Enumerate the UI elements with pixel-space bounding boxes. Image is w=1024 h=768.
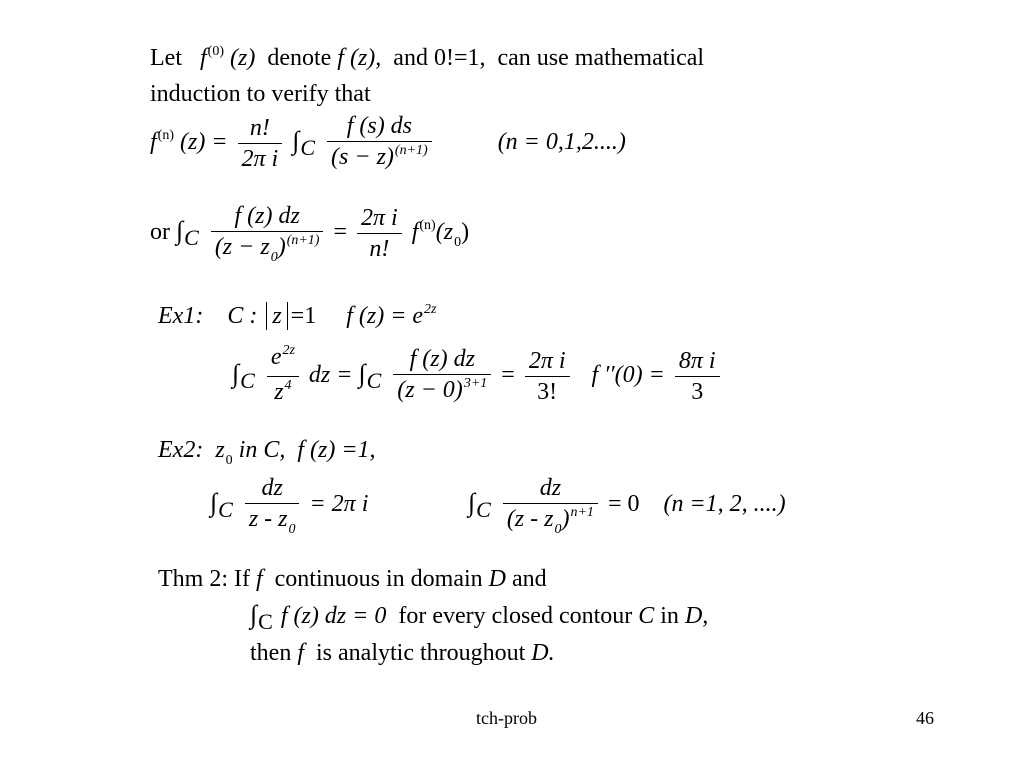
integral-sign: ∫ — [176, 216, 184, 246]
ex2-in-c: in C, — [238, 437, 286, 463]
eq1-sup: (n) — [157, 128, 174, 144]
eq2-integrand — [211, 203, 324, 264]
factorial-zero: 0!=1, — [433, 45, 486, 71]
ex1-fz: f (z) = e — [346, 303, 424, 329]
ex1-frac-3-num: 2π i — [525, 348, 570, 377]
eq2-den-sub: 0 — [270, 250, 278, 265]
contour-label: C — [476, 497, 491, 523]
ex1-frac-1-num — [267, 344, 299, 377]
ex1-contour: C : — [227, 303, 258, 329]
eq2-f-sup: (n) — [419, 218, 436, 234]
thm-domain-3: D. — [531, 640, 555, 666]
ex2-frac-1 — [245, 475, 300, 536]
integral-sign: ∫ — [358, 359, 366, 389]
eq1-coef-den: 2π i — [241, 146, 279, 172]
eq1-coef-num: n! — [238, 115, 283, 144]
ex2-frac-2-num: dz — [503, 475, 598, 504]
thm-if: Thm 2: If — [158, 566, 250, 592]
word-let: Let — [150, 45, 182, 71]
thm-every-contour: for every closed contour — [398, 603, 633, 629]
ex2-a-den-sub: 0 — [288, 522, 296, 537]
equation-or-form — [150, 203, 469, 264]
integral-sign: ∫ — [232, 359, 240, 389]
thm-continuous: continuous in domain — [274, 566, 483, 592]
ex1-frac-2 — [393, 346, 491, 407]
ex2-a-den-base: z - z — [248, 506, 288, 532]
footer-label: tch-prob — [476, 708, 537, 728]
integral-sign: ∫ — [468, 488, 476, 518]
ex2-header — [158, 436, 376, 468]
thm-domain: D — [488, 566, 506, 592]
ex2-z: z — [215, 437, 225, 463]
word-denote: denote — [267, 45, 332, 71]
ex1-header — [158, 302, 437, 334]
contour-label: C — [218, 497, 233, 523]
ex1-fz-sup: 2z — [424, 302, 437, 317]
thm-domain-2: D, — [684, 603, 709, 629]
eq2-coef-den: n! — [369, 236, 390, 262]
integral-sign: ∫ — [250, 600, 258, 629]
ex1-den-sup: 3+1 — [463, 376, 488, 391]
eq2-coef-num: 2π i — [357, 205, 402, 234]
thm-then: then — [250, 640, 292, 666]
ex1-frac-2-den — [393, 375, 491, 407]
ex1-equals: = — [501, 362, 515, 389]
ex2-frac-2 — [503, 475, 598, 536]
f-superscript: (0) — [207, 44, 224, 59]
thm-and: and — [511, 566, 547, 592]
eq2-den — [211, 232, 324, 264]
eq1-arg: (z) = — [180, 129, 228, 156]
ex1-frac-3 — [525, 348, 570, 405]
eq1-condition: (n = 0,1,2....) — [497, 129, 626, 156]
ex1-frac-2-num: f (z) dz — [393, 346, 491, 375]
ex1-dz: dz = — [308, 362, 353, 389]
eq2-coef — [357, 205, 402, 262]
eq1-den-sup: (n+1) — [394, 143, 428, 158]
eq2-equals: = — [333, 219, 348, 246]
eq2-num: f (z) dz — [211, 203, 324, 232]
contour-label: C — [240, 368, 255, 394]
eq2-f-sub: 0 — [454, 235, 462, 251]
eq1-den-base: (s − z) — [331, 144, 394, 170]
ex1-label: Ex1: — [158, 303, 204, 329]
ex1-frac-4 — [675, 348, 720, 405]
intro-line-2: induction to verify that — [150, 81, 371, 107]
ex1-z-sup: 4 — [284, 378, 292, 393]
fz-expression: f (z), — [337, 45, 382, 71]
equation-cauchy-n — [150, 113, 626, 174]
eq2-f: f — [411, 219, 419, 246]
ex1-equation — [232, 344, 724, 409]
eq1-integrand-den — [327, 142, 432, 174]
ex2-frac-1-den — [245, 504, 300, 536]
intro-rest: can use mathematical — [497, 45, 705, 71]
ex1-radius: =1 — [290, 303, 317, 329]
contour-label: C — [300, 135, 316, 161]
thm-integral-expr: f (z) dz = 0 — [280, 603, 387, 629]
ex2-b-den-sup: n+1 — [570, 505, 594, 520]
thm-contour-c: C — [638, 603, 655, 629]
ex1-frac-3-den: 3! — [537, 379, 558, 405]
page-number: 46 — [916, 708, 934, 728]
ex2-frac-1-num: dz — [245, 475, 300, 504]
ex1-frac-4-den: 3 — [691, 379, 704, 405]
eq2-den-base: (z − z — [214, 234, 270, 260]
eq1-integrand — [327, 113, 432, 174]
contour-label: C — [366, 368, 382, 394]
eq2-den-close: ) — [277, 234, 286, 260]
ex2-condition: (n =1, 2, ....) — [663, 491, 786, 518]
ex1-z: z — [274, 379, 284, 405]
ex2-b-den-sub: 0 — [554, 522, 562, 537]
eq2-den-sup: (n+1) — [286, 233, 320, 248]
contour-label: C — [184, 225, 199, 251]
ex1-frac-4-num: 8π i — [675, 348, 720, 377]
ex1-den-base: (z − 0) — [397, 377, 463, 403]
thm-line-3 — [250, 639, 555, 667]
ex2-result-2: = 0 — [607, 491, 640, 518]
ex2-equation-1 — [210, 475, 368, 536]
ex2-label: Ex2: — [158, 437, 204, 463]
ex1-abs-z: z — [266, 302, 287, 330]
f-argument: (z) — [229, 45, 256, 71]
thm-f-2: f — [297, 640, 304, 666]
integral-sign: ∫ — [210, 488, 218, 518]
contour-label: C — [258, 609, 273, 634]
ex2-result-1: = 2π i — [309, 491, 369, 518]
eq2-f-close: ) — [461, 219, 470, 246]
eq1-coef-fraction — [238, 115, 283, 172]
eq1-f: f — [150, 129, 157, 156]
thm-line-1 — [158, 565, 547, 593]
thm-f: f — [255, 566, 263, 592]
ex1-frac-1 — [267, 344, 299, 409]
word-or: or — [150, 219, 170, 246]
ex2-frac-2-den — [503, 504, 598, 536]
word-and: and — [393, 45, 428, 71]
ex1-e-sup: 2z — [282, 343, 295, 358]
ex2-equation-2 — [468, 475, 786, 536]
ex2-z-sub: 0 — [225, 453, 233, 468]
thm-analytic: is analytic throughout — [316, 640, 526, 666]
ex1-e: e — [270, 344, 282, 370]
ex1-frac-1-den — [267, 377, 299, 409]
thm-in: in — [660, 603, 679, 629]
f-symbol: f — [199, 45, 207, 71]
ex2-b-den-base: (z - z — [506, 506, 554, 532]
ex2-b-den-close: ) — [561, 506, 570, 532]
eq2-f-arg: (z — [435, 219, 454, 246]
integral-sign: ∫ — [292, 126, 300, 156]
ex2-fz: f (z) =1, — [297, 437, 376, 463]
ex1-fpp: f ′′(0) = — [591, 362, 665, 389]
eq1-integrand-num: f (s) ds — [327, 113, 432, 142]
intro-line-1 — [150, 44, 704, 76]
thm-line-2 — [250, 600, 709, 634]
